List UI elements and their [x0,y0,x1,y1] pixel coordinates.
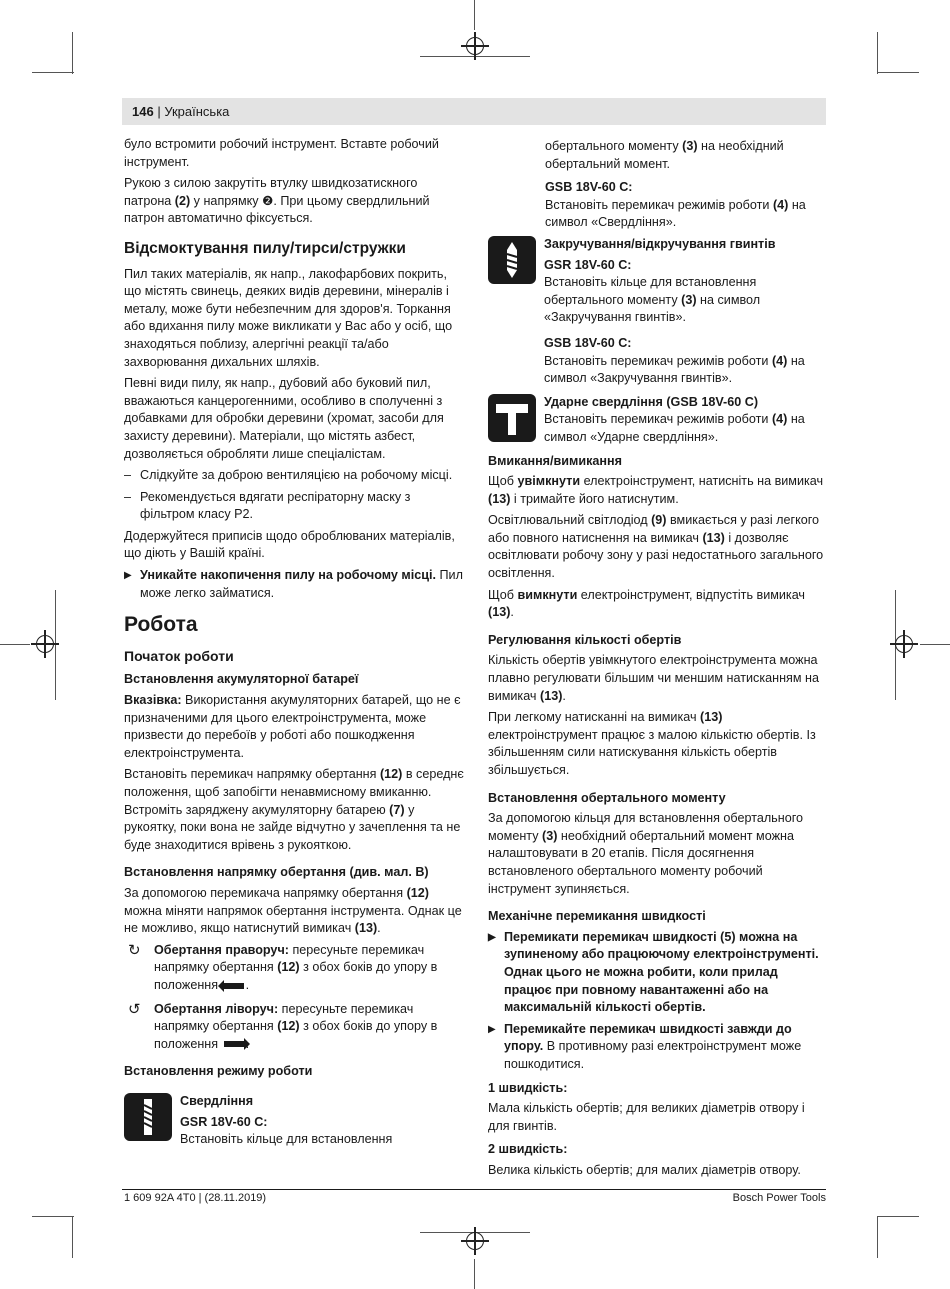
right-column [488,138,828,1183]
registration-mark-icon [466,37,484,55]
paragraph: Щоб увімкнути електроінструмент, натисніть на вимикач (13) і тримайте його натиснутим. [488,474,824,506]
paragraph: Освітлювальний світлодіод (9) вмикається у разі легкого або повного натиснення на вимикач (13) і дозволяє освітлювати робочу зону у разі недостатнього загального освітлення. [488,513,824,581]
subsection-heading: Механічне перемикання швидкості [488,909,706,924]
paragraph: обертального моменту (3) на необхідний обертальний момент. [545,139,784,171]
paragraph: Щоб вимкнути електроінструмент, відпустіть вимикач (13). [488,587,805,620]
drill-bit-icon [124,1093,172,1141]
model-label: GSB 18V-60 C: [544,335,632,350]
crop-mark [32,1216,74,1217]
paragraph: Мала кількість обертів; для великих діаметрів отвору і для гвинтів. [488,1101,805,1133]
list-item: – Слідкуйте за доброю вентиляцією на робочому місці. [124,467,464,485]
subsection-heading: Встановлення обертального моменту [488,790,726,805]
subsection-heading: Встановлення акумуляторної батареї [124,672,359,687]
paragraph: При легкому натисканні на вимикач (13) електроінструмент працює з малою кількістю обертів. Із збільшенням сили натискування кількість обертів збільшується. [488,710,816,777]
footer-code: 1 609 92A 4T0 | (28.11.2019) [124,1192,267,1204]
paragraph: Встановіть кільце для встановлення обертального моменту (3) на символ «Закручування гвинтів». [544,275,761,325]
arrow-right-icon [224,1041,244,1047]
model-label: GSR 18V-60 C: [180,1114,268,1129]
paragraph: За допомогою перемикача напрямку обертання (12) можна міняти напрямок обертання інструмента. Однак це не можливо, якщо натиснутий вимикач (13). [124,885,462,936]
counterclockwise-rotation-icon: ↺ [128,1000,141,1018]
subsection-heading: Встановлення напрямку обертання (див. мал. B) [124,865,429,880]
registration-mark-icon [466,1232,484,1250]
paragraph: Рукою з силою закрутіть втулку швидкозатискного патрона (2) у напрямку ❷. При цьому свердлильний патрон автоматично фіксується. [124,176,430,226]
rotation-right-item: ↻ Обертання праворуч: пересуньте перемикач напрямку обертання (12) з обох боків до упору в положення . [128,941,438,992]
note-paragraph: Вказівка: Використання акумуляторних батарей, що не є призначеними для цього електроінструмента, може призвести до перебоїв у роботі або пошкодження електроінструмента. [124,693,461,760]
paragraph: Додержуйтеся приписів щодо оброблюваних матеріалів, що діють у Вашій країні. [124,528,455,561]
left-column [124,136,464,1155]
mode-continued [488,138,828,232]
arrow-left-icon [224,983,244,989]
footer-rule [122,1189,826,1190]
warning-item: ▶ Уникайте накопичення пилу на робочому місці. Пил може легко займатися. [124,567,464,602]
crop-mark [72,1216,73,1258]
model-label: GSR 18V-60 C: [544,257,632,272]
paragraph: Певні види пилу, як напр., дубовий або буковий пил, вважаються канцерогенними, особливо в сполученні з добавками для обробки деревини (хромат, засоби для захисту деревини). Матеріали, що містять азбест, дозволяється обробляти лише спеціалістам. [124,376,444,461]
paragraph: За допомогою кільця для встановлення обертального моменту (3) необхідний обертальний момент можна налаштовувати в 20 етапів. Після досягнення встановленого обертального моменту робочий інструмент зупиняється. [488,811,804,896]
mode-title: Ударне свердління (GSB 18V-60 C) [544,394,759,409]
chapter-title: Робота [124,613,198,637]
mode-screwdriving [488,236,828,388]
page-header [122,98,826,125]
registration-mark-icon [895,635,913,653]
paragraph: Встановіть перемикач режимів роботи (4) на символ «Закручування гвинтів». [544,353,805,386]
section-heading: Відсмоктування пилу/тирси/стружки [124,239,406,257]
paragraph: Пил таких матеріалів, як напр., лакофарбових покрить, що містять свинець, деяких видів деревини, мінералів і металу, може бути небезпечним для здоров'я. Торкання або вдихання пилу може викликати у Вас або у осіб, що знаходяться поблизу, алергічні реакції та/або захворювання дихальних шляхів. [124,266,453,369]
header-text: 146 | Українська [132,104,230,119]
crop-mark [72,32,73,74]
list-item: – Рекомендується вдягати респіраторну маску з фільтром класу P2. [124,489,464,524]
warning-item: ▶ Перемикати перемикач швидкості (5) можна на зупиненому або працюючому електроінструменті. Однак цього не можна робити, коли прилад працює при повному навантаженні або на максимальній кількості обертів. [488,929,828,1017]
crop-mark [55,590,56,700]
paragraph: було встромити робочий інструмент. Вставте робочий інструмент. [124,137,439,169]
footer-brand: Bosch Power Tools [732,1192,826,1204]
crop-mark [877,1216,919,1217]
subsection-heading: Вмикання/вимикання [488,453,622,468]
paragraph: Кількість обертів увімкнутого електроінструмента можна плавно регулювати більшим чи меншим натисканням на вимикач (13). [488,653,819,703]
gear-label: 1 швидкість: [488,1080,568,1095]
paragraph: Велика кількість обертів; для малих діаметрів отвору. [488,1162,801,1177]
mode-title: Свердління [180,1093,254,1108]
mode-impact-drilling [488,394,828,447]
paragraph: Встановіть перемикач напрямку обертання (12) в середнє положення, щоб запобігти ненавмисному вмиканню. Встроміть заряджену акумуляторну батарею (7) у рукоятку, поки вона не зайде відчутно у зачеплення та не буде знаходитися врівень з рукояткою. [124,767,464,852]
crop-mark [877,72,919,73]
screw-icon [488,236,536,284]
mode-drilling [124,1093,464,1149]
language-label: Українська [164,104,230,119]
clockwise-rotation-icon: ↻ [128,941,141,959]
page-number: 146 [132,104,154,119]
crop-mark [474,0,475,30]
warning-item: ▶ Перемикайте перемикач швидкості завжди до упору. В противному разі електроінструмент може пошкодитися. [488,1021,828,1074]
mode-title: Закручування/відкручування гвинтів [544,236,776,251]
paragraph: Встановіть перемикач режимів роботи (4) на символ «Ударне свердління». [544,412,805,444]
subsection-heading: Регулювання кількості обертів [488,632,682,647]
section-heading: Початок роботи [124,647,234,664]
crop-mark [877,1216,878,1258]
rotation-left-item: ↺ Обертання ліворуч: пересуньте перемикач напрямку обертання (12) з обох боків до упору в положення [128,1000,438,1051]
hammer-icon [488,394,536,442]
crop-mark [474,1259,475,1289]
crop-mark [920,644,950,645]
paragraph: Встановіть кільце для встановлення [180,1132,393,1147]
crop-mark [32,72,74,73]
registration-mark-icon [36,635,54,653]
paragraph: Встановіть перемикач режимів роботи (4) на символ «Свердління». [545,197,806,230]
subsection-heading: Встановлення режиму роботи [124,1064,313,1079]
crop-mark [877,32,878,74]
crop-mark [0,644,30,645]
model-label: GSB 18V-60 C: [545,180,633,195]
gear-label: 2 швидкість: [488,1142,568,1157]
